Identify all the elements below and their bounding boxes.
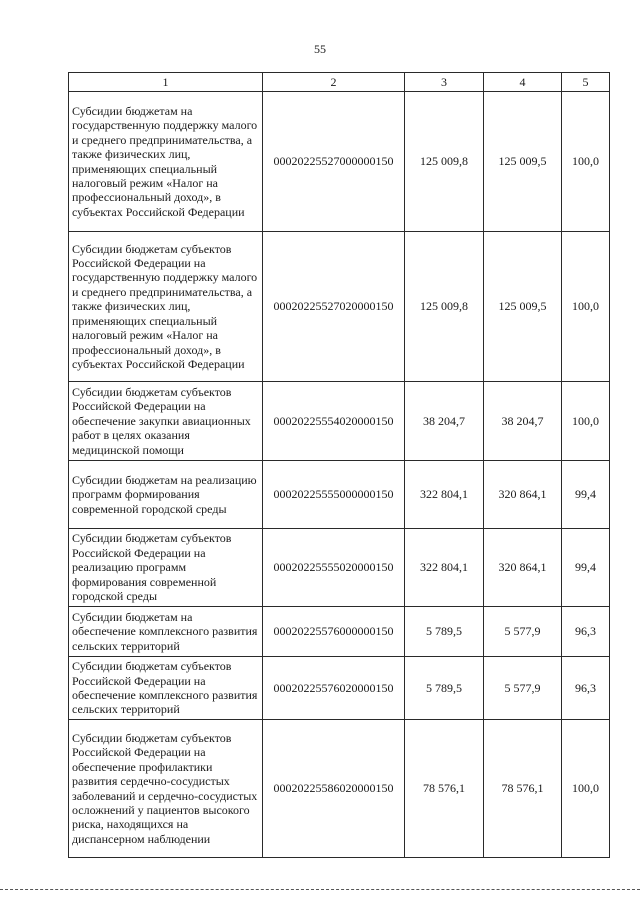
budget-table (68, 72, 610, 858)
row-planned: 125 009,8 (405, 232, 484, 382)
row-planned: 322 804,1 (405, 529, 484, 607)
row-percent: 100,0 (562, 92, 610, 232)
row-planned: 38 204,7 (405, 382, 484, 461)
row-name: Субсидии бюджетам субъектов Российской Федерации на реализацию программ формирования современной городской среды (69, 529, 263, 607)
row-code: 00020225527020000150 (263, 232, 405, 382)
page-bottom-divider (0, 889, 640, 890)
row-actual: 5 577,9 (484, 607, 562, 657)
row-planned: 5 789,5 (405, 607, 484, 657)
page-number: 55 (314, 42, 326, 56)
column-header-3: 3 (405, 73, 484, 92)
table-row (69, 529, 610, 607)
row-percent: 100,0 (562, 232, 610, 382)
row-name: Субсидии бюджетам на обеспечение комплексного развития сельских территорий (69, 607, 263, 657)
row-actual: 125 009,5 (484, 232, 562, 382)
row-name: Субсидии бюджетам на реализацию программ формирования современной городской среды (69, 461, 263, 529)
table-row (69, 657, 610, 720)
row-code: 00020225555020000150 (263, 529, 405, 607)
table-row (69, 461, 610, 529)
table-row (69, 720, 610, 858)
row-name: Субсидии бюджетам субъектов Российской Федерации на обеспечение профилактики развития сердечно-сосудистых заболеваний и сердечно-сосудистых осложнений у пациентов высокого риска, находящихся на диспансерном наблюдении (69, 720, 263, 858)
row-planned: 125 009,8 (405, 92, 484, 232)
row-name: Субсидии бюджетам субъектов Российской Федерации на обеспечение закупки авиационных работ в целях оказания медицинской помощи (69, 382, 263, 461)
row-percent: 100,0 (562, 382, 610, 461)
table-row (69, 92, 610, 232)
row-percent: 96,3 (562, 607, 610, 657)
column-header-4: 4 (484, 73, 562, 92)
row-code: 00020225554020000150 (263, 382, 405, 461)
row-code: 00020225527000000150 (263, 92, 405, 232)
row-actual: 78 576,1 (484, 720, 562, 858)
row-planned: 322 804,1 (405, 461, 484, 529)
row-actual: 125 009,5 (484, 92, 562, 232)
row-percent: 99,4 (562, 461, 610, 529)
row-code: 00020225555000000150 (263, 461, 405, 529)
row-code: 00020225586020000150 (263, 720, 405, 858)
row-code: 00020225576020000150 (263, 657, 405, 720)
table-row (69, 232, 610, 382)
row-actual: 320 864,1 (484, 529, 562, 607)
column-header-5: 5 (562, 73, 610, 92)
row-planned: 78 576,1 (405, 720, 484, 858)
table-row (69, 607, 610, 657)
row-percent: 96,3 (562, 657, 610, 720)
row-name: Субсидии бюджетам субъектов Российской Федерации на государственную поддержку малого и среднего предпринимательства, а также физических лиц, применяющих специальный налоговый режим «Налог на профессиональный доход», в субъектах Российской Федерации (69, 232, 263, 382)
column-header-2: 2 (263, 73, 405, 92)
row-planned: 5 789,5 (405, 657, 484, 720)
row-percent: 100,0 (562, 720, 610, 858)
column-header-1: 1 (69, 73, 263, 92)
row-code: 00020225576000000150 (263, 607, 405, 657)
row-actual: 320 864,1 (484, 461, 562, 529)
row-name: Субсидии бюджетам на государственную поддержку малого и среднего предпринимательства, а также физических лиц, применяющих специальный налоговый режим «Налог на профессиональный доход», в субъектах Российской Федерации (69, 92, 263, 232)
row-percent: 99,4 (562, 529, 610, 607)
table-row (69, 382, 610, 461)
row-actual: 38 204,7 (484, 382, 562, 461)
row-actual: 5 577,9 (484, 657, 562, 720)
table-header-row (69, 73, 610, 92)
row-name: Субсидии бюджетам субъектов Российской Федерации на обеспечение комплексного развития сельских территорий (69, 657, 263, 720)
